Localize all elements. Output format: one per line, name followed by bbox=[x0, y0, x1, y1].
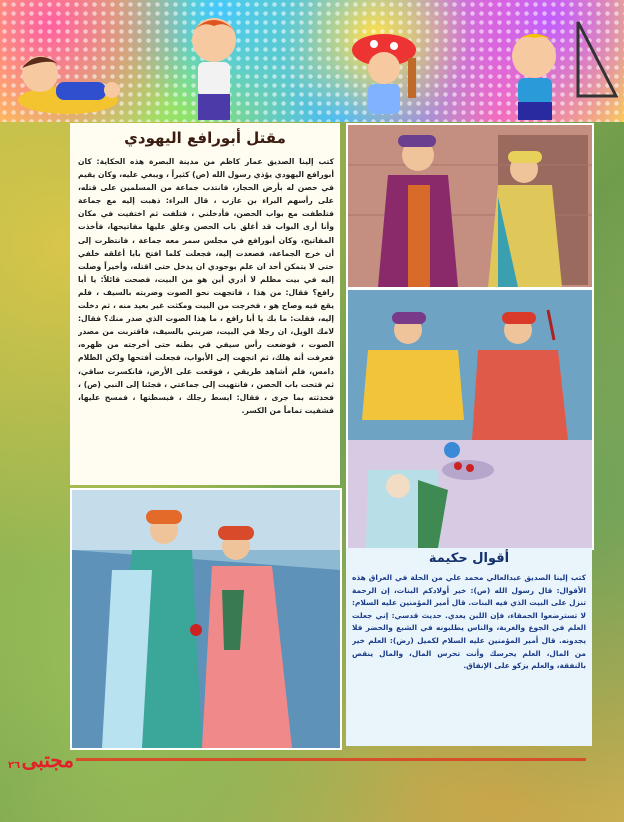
cartoon-boy-with-ruler-icon bbox=[478, 16, 618, 122]
cartoon-boy-standing-icon bbox=[176, 10, 254, 122]
cartoon-girl-mushroom-hat-icon bbox=[338, 28, 434, 122]
illustration-middle-right bbox=[346, 288, 594, 550]
wisdom-title: أقوال حكيمة bbox=[428, 551, 510, 566]
cartoon-boy-lying-icon bbox=[8, 30, 128, 118]
story-panel bbox=[70, 123, 340, 485]
header-banner bbox=[0, 0, 624, 122]
men-sitting-drinking-illustration bbox=[348, 290, 592, 548]
two-men-arguing-illustration bbox=[348, 125, 592, 287]
story-body: كتب إلينا الصديق عمار كاظم من مدينة البصرة هذه الحكاية: كان أبورافع اليهودي يؤذي رسول الله (ص) كثيراً ، ويبغي عليه، وكان يقيم في حصن له بأرض الحجاز، فانتدب جماعة من المسلمين على قتله، على رأسهم البراء بن عازب ، قال البراء: ذهبت إليه مع جماعة فتلطفت مع بواب الحصن، فأدخلني ، فتلفت ثم اختفيت في مكان وأنا أرى البواب قد أغلق باب الحصن وعلق عليها مفاتيحها، فأخذت المفاتيح، وكان أبورافع في مجلس سمر معه جماعة ، فانتظرت إلى أن خرج الجماعة، فصعدت إليه، فجعلت كلما افتح بابا أغلقه خلفي حتى لا يتمكن أحد ان علم بوجودي ان يدخل حتى اقتله، وأخيراً وصلت إليه في بيت مظلم لا أدري أين هو من البيت، فصحت قائلاً: يا أبا رافع؟ فقال: من هذا ، فاتجهت نحو الصوت وضربته بالسيف ، فلم يقع فيه وصاح هو ، فخرجت من البيت ومكثت غير بعيد منه ، ثم دخلت إليه، فقلت: ما بك يا أبا رافع ، ما هذا الصوت الذي صدر منك؟ فقال: لامك الويل، ان رجلا في البيت، ضربني بالسيف، فاقتربت من مصدر الصوت ، فوضعت رأس سيفي في بطنه حتى أخرجته من ظهره، فعرفت أنه هلك، ثم اتجهت إلى الأبواب، فجعلت أفتحها ولكن الظلام دامس، فلم أشاهد طريقي ، فوقعت على الأرض، فانكسرت ساقي، ثم فتحت باب الحصن ، فانتهيت إلى جماعتي ، فجئنا إلى النبي (ص) ، فحدثته بما جرى ، فقال: ابسط رجلك ، فبسطتها ، فمسح عليها، فشفيت تماماً من الكسر. bbox=[78, 157, 334, 415]
page-number: ٢٦ bbox=[8, 760, 21, 771]
illustration-top-right bbox=[346, 123, 594, 289]
footer-divider bbox=[76, 758, 586, 761]
illustration-bottom-left bbox=[70, 488, 342, 750]
wisdom-body: كتب إلينا الصديق عبدالعالي محمد علي من الحلة في العراق هذه الأقوال: قال رسول الله (ص): خير أولادكم البنات، إن الرحمة تنزل على البيت الذي فيه البنات. قال أمير المؤمنين عليه السلام: لا تسترضعوا الحمقاء، فإن اللبن يعدي. حديث قدسي: إني جعلت العلم في الجوع والغربة، والناس يطلبونه في الشبع والحضر فلا يجدونه. قال أمير المؤمنين عليه السلام لكميل (رض): العلم خير من المال، العلم يحرسك وأنت تحرس المال، والمال ينقص بالنفقة، والعلم يزكو على الإنفاق. bbox=[352, 573, 586, 671]
magazine-logo: مجتبى bbox=[21, 748, 74, 772]
wisdom-panel bbox=[346, 548, 592, 746]
story-title: مقتل أبورافع اليهودي bbox=[124, 129, 286, 147]
man-wounded-embrace-illustration bbox=[72, 490, 340, 748]
